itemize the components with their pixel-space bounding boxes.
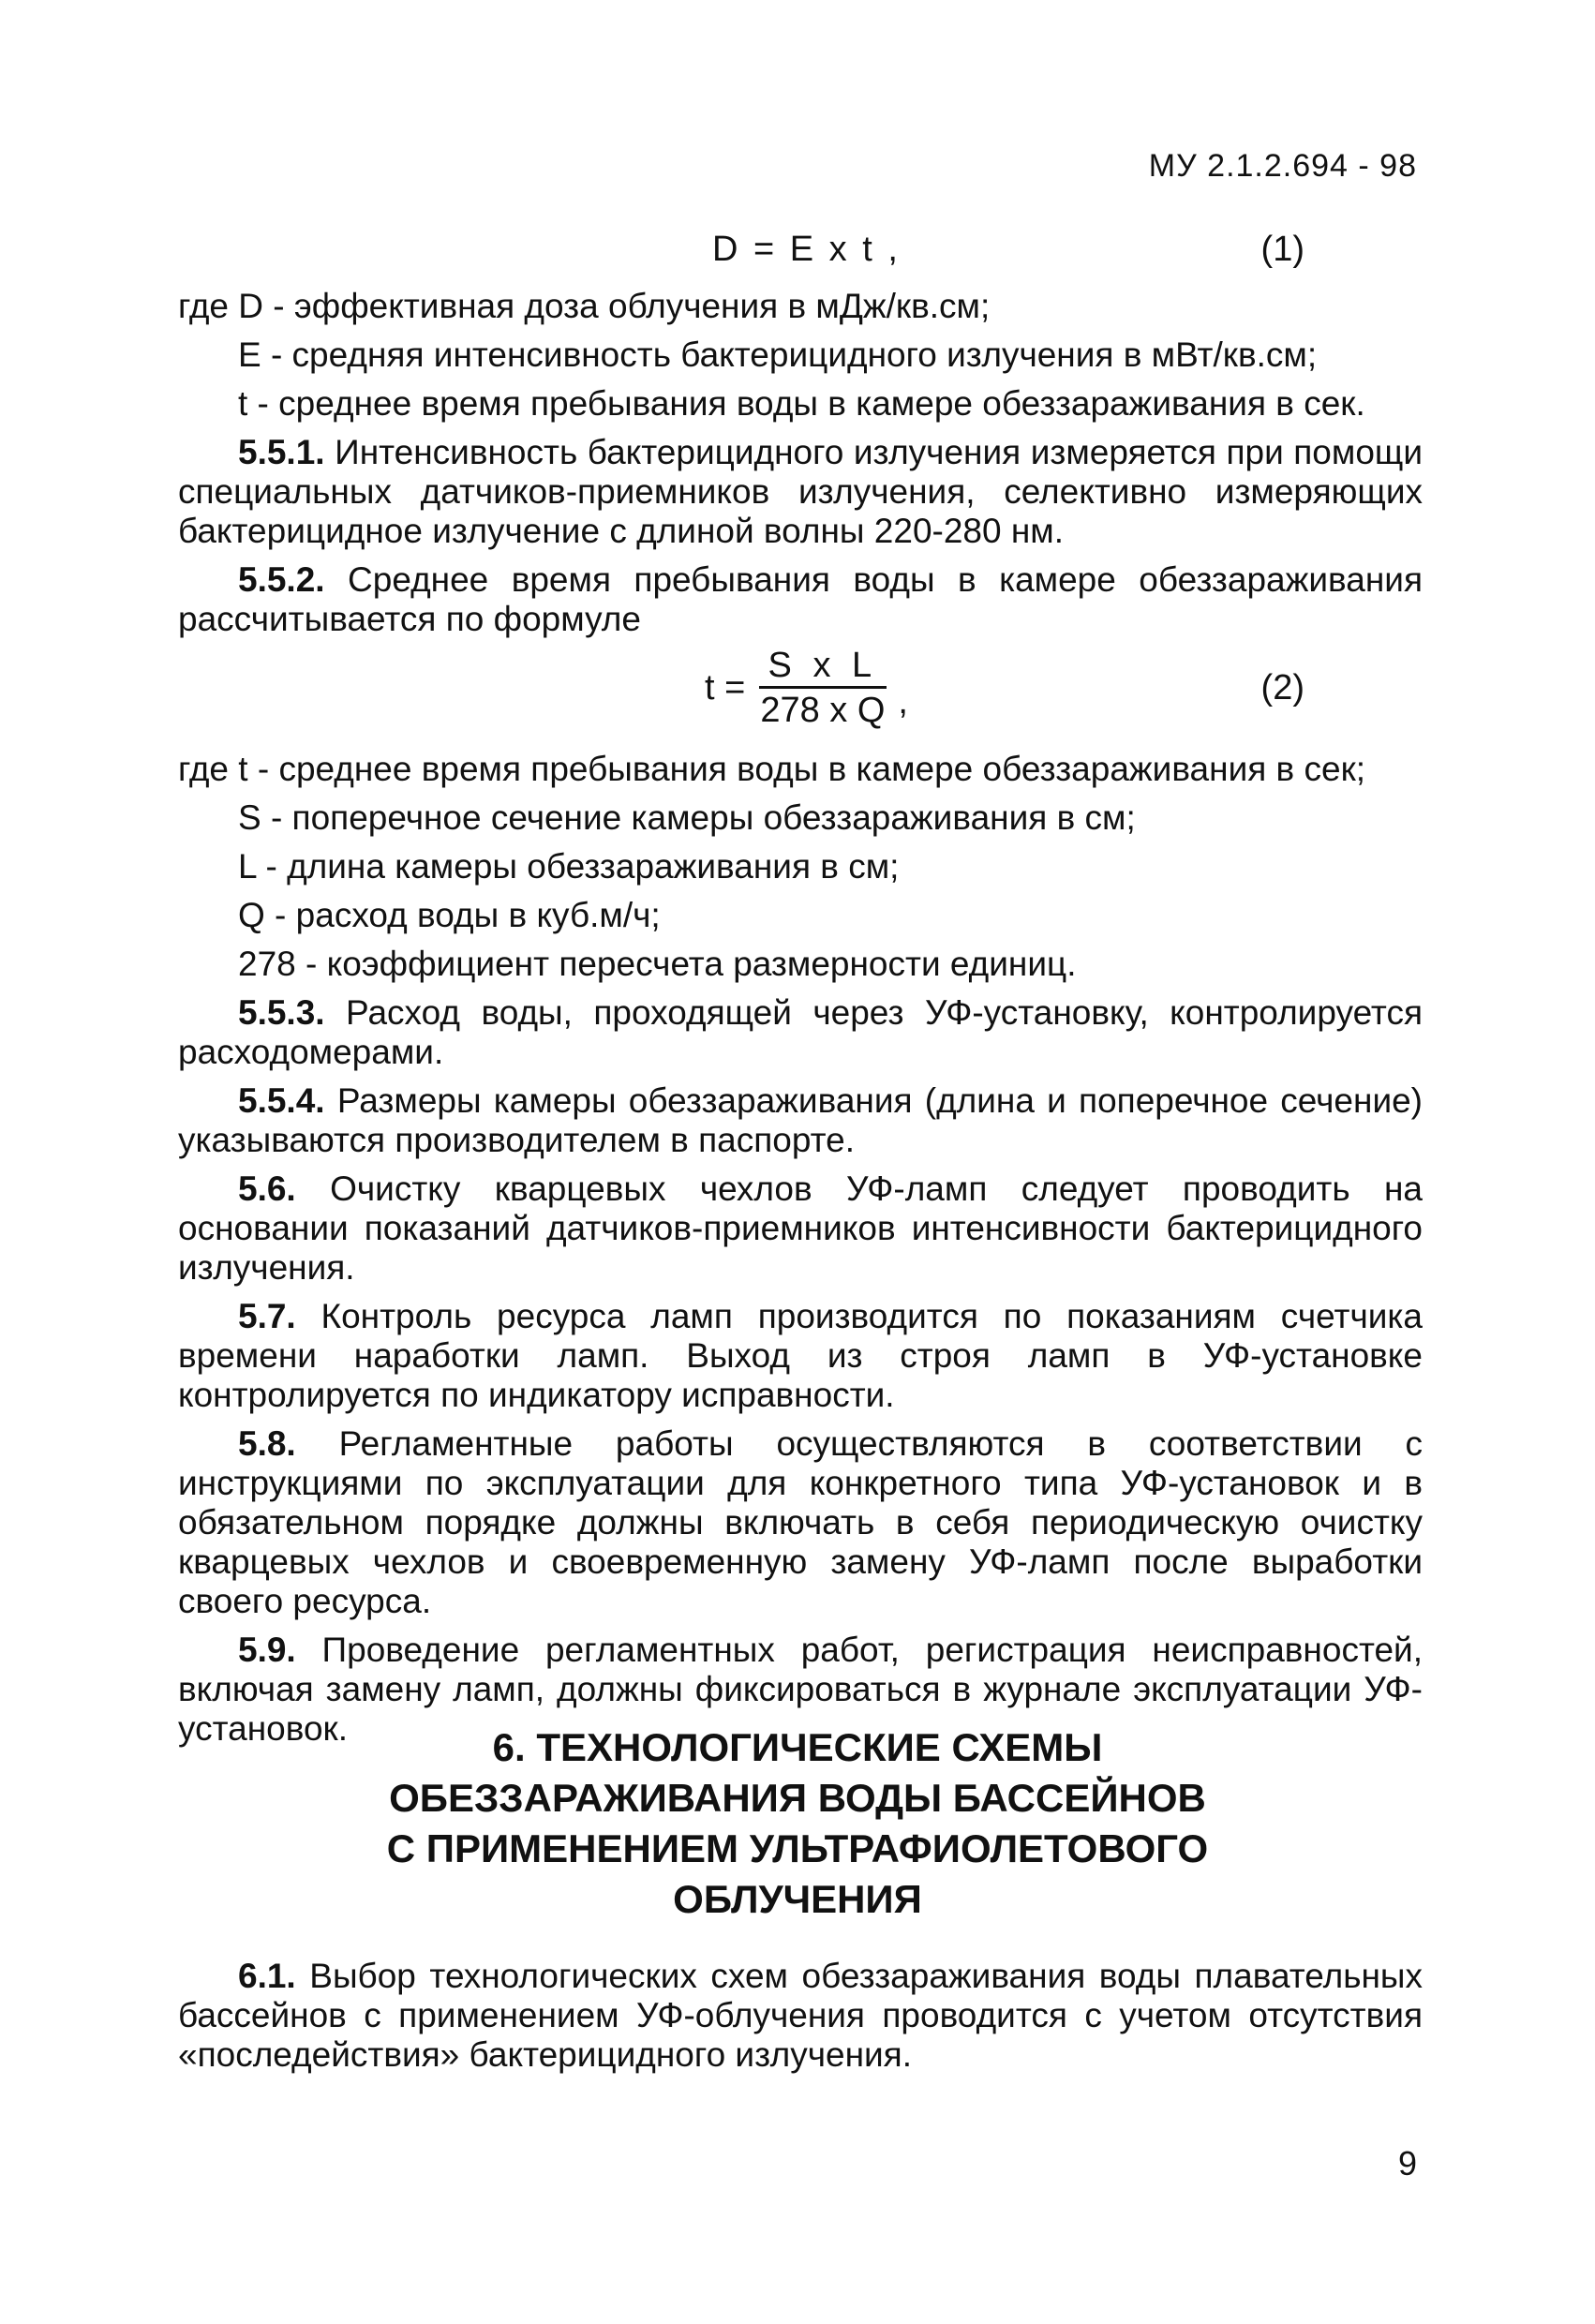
where-2-item: L - длина камеры обеззараживания в см; xyxy=(238,847,900,886)
where-2-item: S - поперечное сечение камеры обеззараживания в см; xyxy=(238,798,1136,837)
section-title-line: ОБЛУЧЕНИЯ xyxy=(673,1877,922,1921)
paragraph-5-5-2 xyxy=(178,560,1423,639)
paragraph-text: Интенсивность бактерицидного излучения измеряется при помощи специальных датчиков-приемников излучения, селективно измеряющих бактерицидное излучение с длиной волны 220-280 нм. xyxy=(178,433,1424,550)
fraction xyxy=(751,645,894,732)
paragraph-number: 5.8. xyxy=(238,1424,296,1463)
where-1-intro: где D - эффективная доза облучения в мДж/кв.см; xyxy=(178,287,991,325)
paragraph-text: Размеры камеры обеззараживания (длина и поперечное сечение) указываются производителем в паспорте. xyxy=(178,1081,1424,1159)
formula-2-number: (2) xyxy=(1260,668,1304,708)
paragraph-5-5-1 xyxy=(178,433,1423,551)
paragraph-text: Выбор технологических схем обеззараживания воды плавательных бассейнов с применением УФ-облучения проводится с учетом отсутствия «последействия» бактерицидного излучения. xyxy=(178,1957,1424,2074)
section-title-line: 6. ТЕХНОЛОГИЧЕСКИЕ СХЕМЫ xyxy=(492,1725,1103,1769)
paragraph-number: 5.6. xyxy=(238,1169,296,1208)
paragraph-5-6 xyxy=(178,1169,1423,1288)
body-text-lower xyxy=(178,750,1423,1758)
document-code: МУ 2.1.2.694 - 98 xyxy=(1148,148,1417,184)
page-number: 9 xyxy=(1397,2144,1417,2182)
formula-2-lhs: t = xyxy=(705,668,746,708)
paragraph-text: Контроль ресурса ламп производится по показаниям счетчика времени наработки ламп. Выход из строя ламп в УФ-установке контролируется по индикатору исправности. xyxy=(178,1297,1423,1414)
formula-2 xyxy=(0,645,1595,748)
formula-2-comma: , xyxy=(898,682,908,722)
paragraph-number: 5.5.1. xyxy=(238,433,325,471)
body-text-section-6 xyxy=(178,1957,1423,2084)
section-title-line: С ПРИМЕНЕНИЕМ УЛЬТРАФИОЛЕТОВОГО xyxy=(386,1826,1209,1870)
paragraph-5-8 xyxy=(178,1424,1423,1621)
paragraph-number: 5.7. xyxy=(238,1297,296,1335)
formula-1-expression: D = E x t , xyxy=(712,230,901,269)
paragraph-text: Очистку кварцевых чехлов УФ-ламп следует проводить на основании показаний датчиков-приемников интенсивности бактерицидного излучения. xyxy=(178,1169,1423,1287)
section-title-line: ОБЕЗЗАРАЖИВАНИЯ ВОДЫ БАССЕЙНОВ xyxy=(389,1776,1206,1820)
fraction-denominator: 278 x Q xyxy=(760,691,886,730)
formula-1-number: (1) xyxy=(1260,230,1304,269)
formula-2-fraction xyxy=(705,645,908,732)
paragraph-number: 6.1. xyxy=(238,1957,296,1995)
paragraph-number: 5.5.3. xyxy=(238,993,325,1032)
paragraph-5-7 xyxy=(178,1297,1423,1415)
paragraph-6-1 xyxy=(178,1957,1423,2075)
paragraph-number: 5.9. xyxy=(238,1631,296,1669)
where-2-item: 278 - коэффициент пересчета размерности единиц. xyxy=(238,945,1077,983)
paragraph-text: Расход воды, проходящей через УФ-установку, контролируется расходомерами. xyxy=(178,993,1423,1071)
paragraph-text: Проведение регламентных работ, регистрация неисправностей, включая замену ламп, должны фиксироваться в журнале эксплуатации УФ-установок. xyxy=(178,1631,1424,1748)
paragraph-number: 5.5.4. xyxy=(238,1081,325,1120)
paragraph-text: Среднее время пребывания воды в камере обеззараживания рассчитывается по формуле xyxy=(178,560,1423,638)
fraction-numerator: S x L xyxy=(759,645,887,689)
body-text-upper xyxy=(178,287,1423,648)
where-1-item: Е - средняя интенсивность бактерицидного излучения в мВт/кв.см; xyxy=(238,335,1318,374)
paragraph-5-5-3 xyxy=(178,993,1423,1072)
paragraph-text: Регламентные работы осуществляются в соответствии с инструкциями по эксплуатации для конкретного типа УФ-установок и в обязательном порядке должны включать в себя периодическую очистку кварцевых чехлов и своевременную замену УФ-ламп после выработки своего ресурса. xyxy=(178,1424,1424,1620)
section-6-title xyxy=(0,1722,1595,1925)
paragraph-5-5-4 xyxy=(178,1081,1423,1160)
paragraph-number: 5.5.2. xyxy=(238,560,325,599)
where-1-item: t - среднее время пребывания воды в камере обеззараживания в сек. xyxy=(238,384,1365,423)
where-2-item: Q - расход воды в куб.м/ч; xyxy=(238,896,661,934)
where-2-intro: где t - среднее время пребывания воды в камере обеззараживания в сек; xyxy=(178,750,1366,788)
